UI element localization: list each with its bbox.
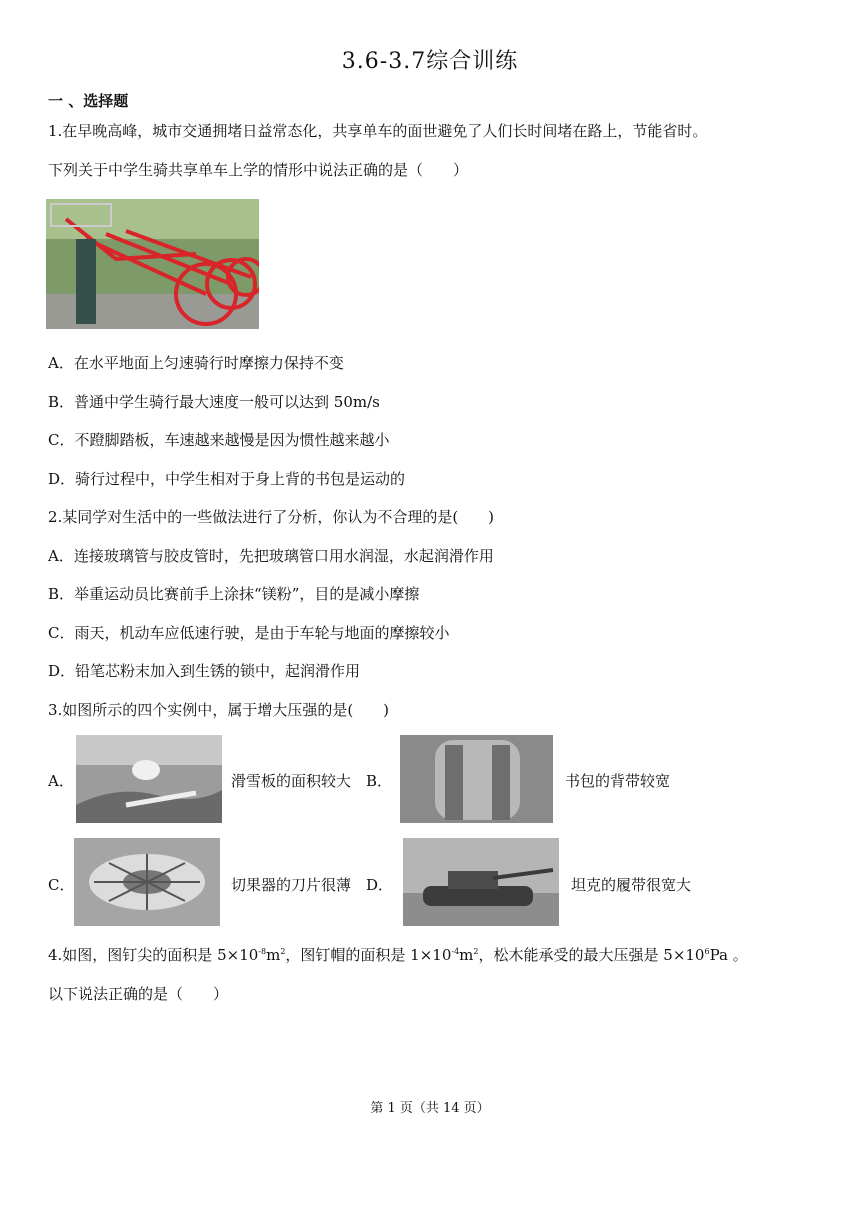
q3-option-a-label: A． bbox=[48, 772, 74, 790]
q2-stem: 2.某同学对生活中的一些做法进行了分析，你认为不合理的是( ) bbox=[48, 508, 495, 526]
q4-text: m bbox=[459, 946, 474, 964]
ski-image bbox=[76, 735, 222, 823]
q3-option-b-label: B． bbox=[366, 772, 393, 790]
q2-option-a: A．连接玻璃管与胶皮管时，先把玻璃管口用水润湿，水起润滑作用 bbox=[48, 547, 494, 565]
q3-option-c-label: C． bbox=[48, 876, 75, 894]
q4-text: ，图钉帽的面积是 1×10 bbox=[285, 946, 452, 964]
section-heading: 一 、选择题 bbox=[48, 92, 129, 110]
q4-stem-line2: 以下说法正确的是（ ） bbox=[48, 985, 229, 1003]
q3-stem: 3.如图所示的四个实例中，属于增大压强的是( ) bbox=[48, 701, 390, 719]
q2-option-b: B．举重运动员比赛前手上涂抹“镁粉”，目的是减小摩擦 bbox=[48, 585, 420, 603]
q1-stem-line2: 下列关于中学生骑共享单车上学的情形中说法正确的是（ ） bbox=[48, 161, 469, 179]
q3-option-c-text: 切果器的刀片很薄 bbox=[231, 876, 352, 894]
q1-option-b: B．普通中学生骑行最大速度一般可以达到 50m/s bbox=[48, 393, 380, 411]
q1-option-d: D．骑行过程中，中学生相对于身上背的书包是运动的 bbox=[48, 470, 406, 488]
fruit-cutter-image bbox=[74, 838, 220, 926]
q3-option-b-text: 书包的背带较宽 bbox=[565, 772, 671, 790]
q4-exp: 2 bbox=[280, 947, 286, 956]
q2-option-c: C．雨天，机动车应低速行驶，是由于车轮与地面的摩擦较小 bbox=[48, 624, 450, 642]
q4-text: 4.如图，图钉尖的面积是 5×10 bbox=[48, 946, 259, 964]
q4-text: ，松木能承受的最大压强是 5×10 bbox=[478, 946, 705, 964]
q1-option-c: C．不蹬脚踏板，车速越来越慢是因为惯性越来越小 bbox=[48, 431, 390, 449]
q4-exp: 6 bbox=[704, 947, 710, 956]
q2-option-d: D．铅笔芯粉末加入到生锈的锁中，起润滑作用 bbox=[48, 662, 361, 680]
q4-text: m bbox=[266, 946, 281, 964]
q3-option-d-label: D． bbox=[366, 876, 394, 894]
backpack-image bbox=[400, 735, 553, 823]
q4-exp: 2 bbox=[473, 947, 479, 956]
q1-option-a: A．在水平地面上匀速骑行时摩擦力保持不变 bbox=[48, 354, 344, 372]
q4-stem-line1 bbox=[48, 944, 748, 965]
q4-exp: -4 bbox=[451, 947, 460, 956]
q4-exp: -8 bbox=[258, 947, 267, 956]
q4-text: Pa 。 bbox=[709, 946, 748, 964]
page-title: 3.6-3.7综合训练 bbox=[341, 49, 519, 74]
q3-option-a-text: 滑雪板的面积较大 bbox=[231, 772, 352, 790]
q1-stem-line1: 1.在早晚高峰，城市交通拥堵日益常态化，共享单车的面世避免了人们长时间堵在路上，节能省时。 bbox=[48, 122, 708, 140]
page-footer: 第 1 页（共 14 页） bbox=[370, 1101, 490, 1116]
q3-option-d-text: 坦克的履带很宽大 bbox=[571, 876, 692, 894]
tank-image bbox=[403, 838, 559, 926]
bicycle-image bbox=[46, 199, 259, 329]
